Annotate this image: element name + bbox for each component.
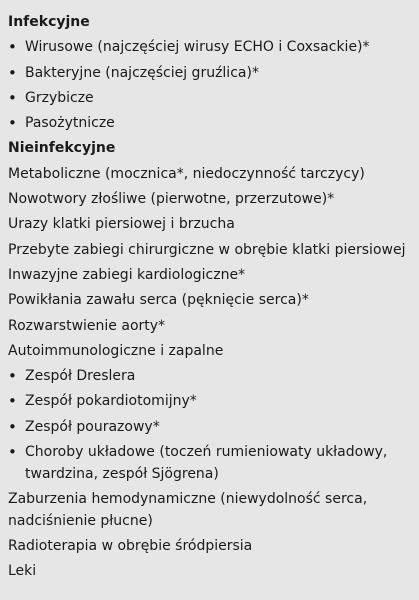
list-item [8, 86, 413, 111]
list-item [8, 389, 413, 414]
list-item [8, 364, 413, 389]
list-item-text: Pasożytnicze [25, 115, 115, 132]
list-item-text: Bakteryjne (najczęściej gruźlica)* [25, 64, 259, 81]
list-item-text: Wirusowe (najczęściej wirusy ECHO i Coxsackie)* [25, 39, 370, 56]
list-item [8, 35, 413, 60]
list-item: Inwazyjne zabiegi kardiologiczne* [8, 266, 246, 283]
bullet-icon: • [8, 367, 17, 386]
bullet-icon: • [8, 38, 17, 57]
list-item: Metaboliczne (mocznica*, niedoczynność tarczycy) [8, 165, 365, 182]
list-item: Powikłania zawału serca (pęknięcie serca)* [8, 292, 309, 309]
bullet-icon: • [8, 63, 17, 82]
bullet-icon: • [8, 443, 17, 462]
list-item: Nowotwory złośliwe (pierwotne, przerzutowe)* [8, 191, 335, 208]
list-item-text: Choroby układowe (toczeń rumieniowaty układowy, twardzina, zespół Sjögrena) [25, 444, 388, 482]
section-heading-noninfectious: Nieinfekcyjne [8, 140, 116, 157]
list-item: Zaburzenia hemodynamiczne (niewydolność serca, nadciśnienie płucne) [8, 491, 368, 529]
list-item [8, 111, 413, 136]
list-item: Rozwarstwienie aorty* [8, 317, 166, 334]
section-heading-infectious: Infekcyjne [8, 14, 90, 30]
list-item: Radioterapia w obrębie śródpiersia [8, 538, 253, 555]
list-item [8, 440, 413, 487]
list-item-text: Grzybicze [25, 89, 94, 106]
list-item: Urazy klatki piersiowej i brzucha [8, 216, 235, 233]
list-item: Autoimmunologiczne i zapalne [8, 342, 224, 359]
bullet-icon: • [8, 114, 17, 133]
list-item [8, 415, 413, 440]
list-item: Przebyte zabiegi chirurgiczne w obrębie klatki piersiowej [8, 241, 406, 258]
bullet-icon: • [8, 417, 17, 436]
list-item-text: Zespół pokardiotomijny* [25, 393, 197, 410]
list-item: Leki [8, 563, 37, 580]
list-item-text: Zespół pourazowy* [25, 418, 160, 435]
bullet-icon: • [8, 392, 17, 411]
list-item [8, 61, 413, 86]
list-item-text: Zespół Dreslera [25, 368, 136, 385]
bullet-icon: • [8, 88, 17, 107]
